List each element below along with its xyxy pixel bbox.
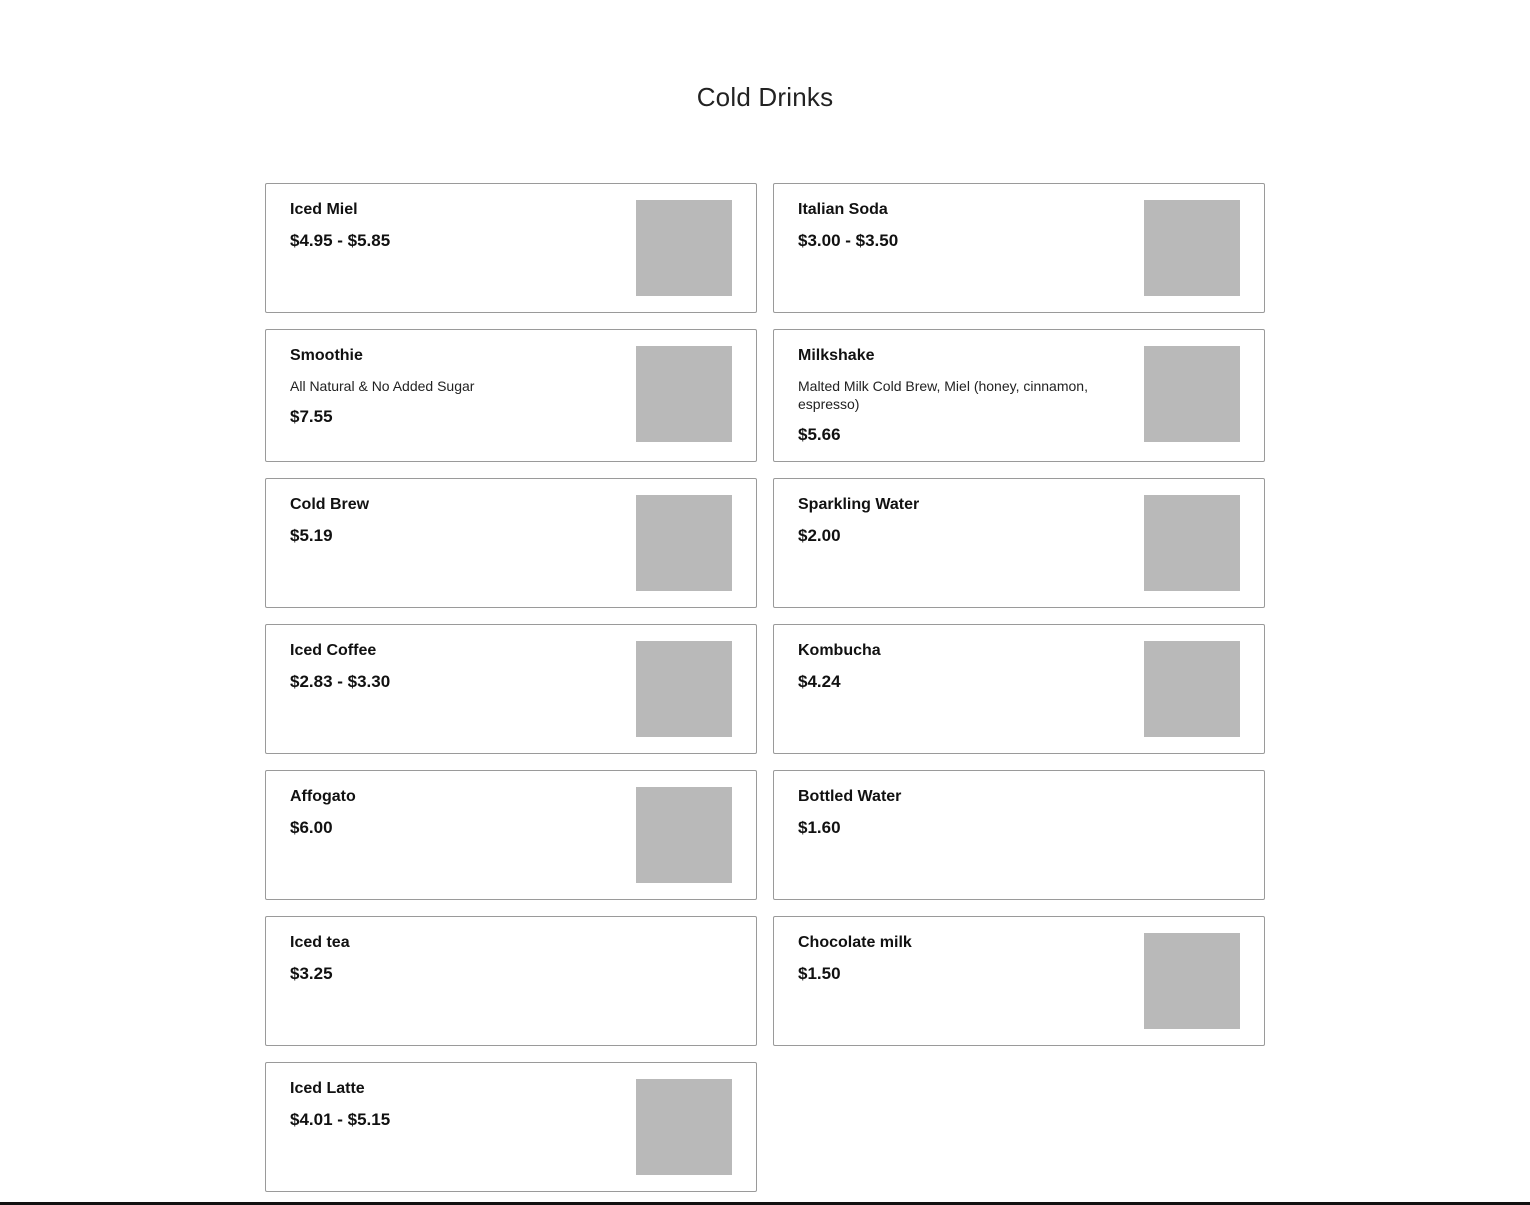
menu-item-name: Cold Brew — [290, 496, 370, 513]
menu-item-image-placeholder — [636, 346, 732, 442]
menu-item-card[interactable] — [773, 770, 1265, 900]
menu-item-card[interactable] — [265, 329, 757, 462]
menu-item-name: Iced tea — [290, 934, 350, 951]
menu-item-info — [290, 495, 636, 546]
menu-item-info — [798, 346, 1144, 445]
menu-item-price: $3.25 — [290, 964, 333, 983]
menu-item-card[interactable] — [773, 183, 1265, 313]
menu-item-card[interactable] — [265, 1062, 757, 1192]
menu-item-info — [290, 346, 636, 427]
menu-item-info — [290, 641, 636, 692]
menu-item-card[interactable] — [265, 624, 757, 754]
menu-item-image-placeholder — [636, 1079, 732, 1175]
menu-grid — [265, 183, 1265, 1192]
menu-item-image-placeholder — [1144, 495, 1240, 591]
menu-item-name: Iced Latte — [290, 1080, 365, 1097]
menu-item-info — [798, 200, 1144, 251]
menu-item-card[interactable] — [773, 624, 1265, 754]
menu-item-info — [290, 200, 636, 251]
menu-item-image-placeholder — [1144, 933, 1240, 1029]
menu-item-name: Affogato — [290, 788, 356, 805]
menu-item-price: $7.55 — [290, 407, 333, 426]
menu-item-name: Iced Miel — [290, 201, 358, 218]
menu-item-info — [290, 787, 636, 838]
menu-item-name: Bottled Water — [798, 788, 902, 805]
menu-item-info — [798, 933, 1144, 984]
menu-item-price: $4.95 - $5.85 — [290, 231, 391, 250]
menu-item-card[interactable] — [265, 183, 757, 313]
menu-item-name: Sparkling Water — [798, 496, 920, 513]
menu-item-price: $3.00 - $3.50 — [798, 231, 899, 250]
menu-item-name: Chocolate milk — [798, 934, 912, 951]
menu-item-name: Kombucha — [798, 642, 881, 659]
menu-item-card[interactable] — [773, 916, 1265, 1046]
menu-item-card[interactable] — [265, 916, 757, 1046]
menu-item-name: Milkshake — [798, 347, 875, 364]
menu-item-image-placeholder — [636, 200, 732, 296]
menu-item-card[interactable] — [265, 478, 757, 608]
menu-item-card[interactable] — [773, 329, 1265, 462]
menu-item-info — [290, 1079, 636, 1130]
menu-item-price: $2.83 - $3.30 — [290, 672, 391, 691]
menu-item-image-placeholder — [1144, 346, 1240, 442]
menu-item-image-placeholder — [1144, 200, 1240, 296]
menu-item-image-placeholder — [1144, 641, 1240, 737]
menu-item-info — [798, 495, 1144, 546]
menu-item-image-placeholder — [636, 641, 732, 737]
menu-item-price: $1.60 — [798, 818, 841, 837]
menu-item-price: $6.00 — [290, 818, 333, 837]
menu-item-card[interactable] — [265, 770, 757, 900]
menu-item-image-placeholder — [636, 495, 732, 591]
menu-item-image-placeholder — [636, 787, 732, 883]
menu-item-info — [798, 641, 1144, 692]
menu-item-price: $4.24 — [798, 672, 841, 691]
menu-item-card[interactable] — [773, 478, 1265, 608]
menu-item-info — [798, 787, 1240, 838]
page-title: Cold Drinks — [696, 82, 834, 112]
menu-item-price: $5.19 — [290, 526, 333, 545]
menu-item-price: $1.50 — [798, 964, 841, 983]
menu-item-name: Italian Soda — [798, 201, 888, 218]
menu-item-name: Iced Coffee — [290, 642, 377, 659]
menu-item-price: $2.00 — [798, 526, 841, 545]
menu-item-description: All Natural & No Added Sugar — [290, 378, 475, 394]
menu-item-description: Malted Milk Cold Brew, Miel (honey, cinnamon, espresso) — [798, 378, 1088, 412]
menu-item-price: $4.01 - $5.15 — [290, 1110, 391, 1129]
menu-item-price: $5.66 — [798, 425, 841, 444]
menu-item-name: Smoothie — [290, 347, 363, 364]
menu-item-info — [290, 933, 732, 984]
